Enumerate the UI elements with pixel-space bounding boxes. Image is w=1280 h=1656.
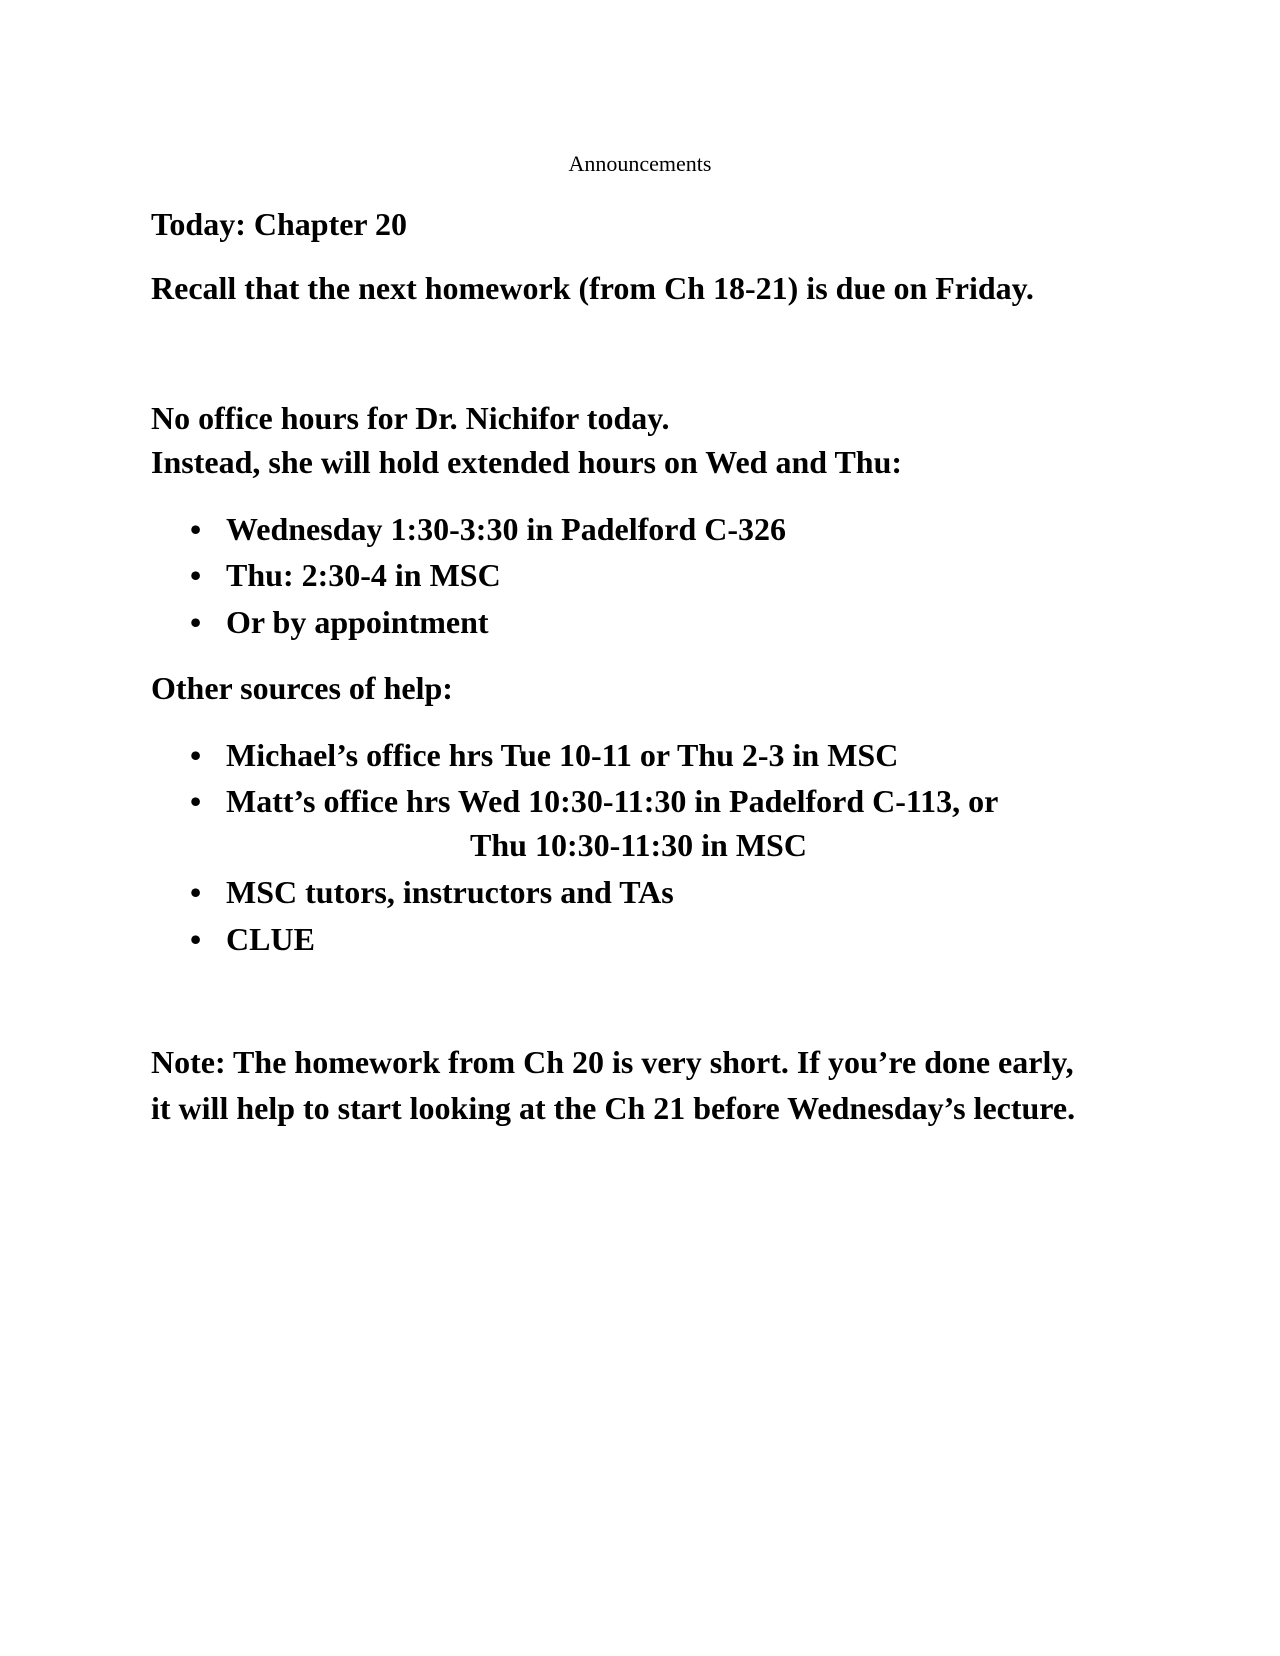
bullet-icon: • xyxy=(190,874,202,910)
homework-reminder: Recall that the next homework (from Ch 18-21) is due on Friday. xyxy=(151,270,1034,306)
today-chapter: Today: Chapter 20 xyxy=(151,206,408,242)
page-header: Announcements xyxy=(568,151,712,176)
list-item xyxy=(190,783,999,819)
other-help-heading: Other sources of help: xyxy=(151,670,453,706)
list-item xyxy=(190,921,315,957)
list-item-text: Thu: 2:30-4 in MSC xyxy=(226,557,501,593)
list-item-text: Matt’s office hrs Wed 10:30-11:30 in Padelford C-113, or xyxy=(226,783,999,819)
list-item xyxy=(190,604,489,640)
bullet-icon: • xyxy=(190,737,202,773)
extended-hours-line: Instead, she will hold extended hours on Wed and Thu: xyxy=(151,444,903,480)
list-item-text: CLUE xyxy=(226,921,315,957)
list-item-text: Or by appointment xyxy=(226,604,489,640)
list-item-text: Wednesday 1:30-3:30 in Padelford C-326 xyxy=(226,511,786,547)
list-item xyxy=(190,511,786,547)
list-item-text: Michael’s office hrs Tue 10-11 or Thu 2-3 in MSC xyxy=(226,737,899,773)
list-item-text: MSC tutors, instructors and TAs xyxy=(226,874,674,910)
bullet-icon: • xyxy=(190,921,202,957)
bullet-icon: • xyxy=(190,783,202,819)
no-office-hours-line: No office hours for Dr. Nichifor today. xyxy=(151,400,670,436)
note-line-2: it will help to start looking at the Ch 21 before Wednesday’s lecture. xyxy=(151,1090,1076,1126)
bullet-icon: • xyxy=(190,557,202,593)
note-line-1: Note: The homework from Ch 20 is very short. If you’re done early, xyxy=(151,1044,1074,1080)
bullet-icon: • xyxy=(190,511,202,547)
list-item xyxy=(190,557,501,593)
bullet-icon: • xyxy=(190,604,202,640)
matt-hours-continuation: Thu 10:30-11:30 in MSC xyxy=(470,827,807,863)
list-item xyxy=(190,737,899,773)
list-item xyxy=(190,874,674,910)
